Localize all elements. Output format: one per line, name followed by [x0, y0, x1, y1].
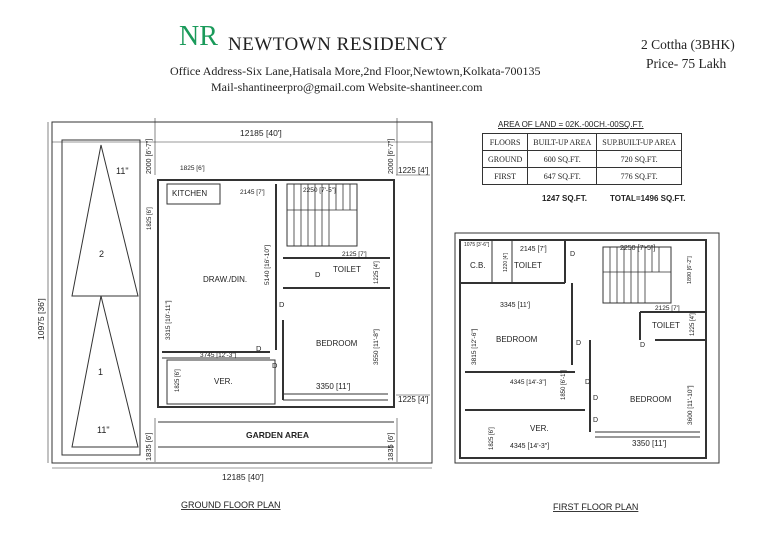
door-marker: D	[279, 300, 285, 309]
total-builtup: 1247 SQ.FT.	[542, 194, 587, 203]
brand-name: NEWTOWN RESIDENCY	[228, 34, 448, 55]
dim-toilet-height: 1225 [4']	[374, 261, 380, 284]
dim-bedroom-height: 3550 [11'-8"]	[373, 329, 380, 365]
dim-draw-width: 2145 [7']	[240, 189, 265, 196]
total-super-builtup: TOTAL=1496 SQ.FT.	[610, 194, 686, 203]
dim-bedroom2-height: 3600 [11'-10"]	[687, 385, 694, 425]
dim-kitchen-width: 1825 [6']	[180, 165, 205, 172]
door-marker: D	[593, 395, 599, 402]
contact-line: Mail-shantineerpro@gmail.com Website-shantineer.com	[211, 80, 483, 94]
dim-verandah-width: 3745 [12'-3"]	[200, 352, 237, 359]
room-bedroom-2: BEDROOM	[630, 395, 672, 404]
table-cell: 776 SQ.FT.	[597, 168, 682, 185]
door-marker: D	[256, 344, 262, 353]
dim-left-height: 10975 [36']	[36, 298, 46, 340]
plot-label: 11"	[116, 166, 129, 176]
dim-stair-width: 2250 [7'-5"]	[303, 187, 336, 194]
door-marker: D	[640, 342, 646, 349]
table-cell: 600 SQ.FT.	[528, 151, 597, 168]
dim-toilet1-width: 2145 [7']	[520, 246, 547, 253]
dim-top-right-setback: 2000 [6'-7"]	[388, 138, 395, 174]
dim-bottom-width: 12185 [40']	[222, 472, 264, 482]
room-kitchen: KITCHEN	[172, 189, 208, 198]
first-floor-title: FIRST FLOOR PLAN	[553, 502, 639, 512]
dim-bedroom1-height: 3815 [12'-6"]	[471, 328, 478, 365]
dim-bottom-setback-right: 1835 [6']	[386, 432, 395, 461]
table-cell: 720 SQ.FT.	[597, 151, 682, 168]
door-marker: D	[570, 251, 576, 258]
office-address: Office Address-Six Lane,Hatisala More,2nd Floor,Newtown,Kolkata-700135	[170, 64, 541, 78]
configuration: 2 Cottha (3BHK)	[641, 37, 735, 52]
door-marker: D	[272, 361, 278, 370]
room-toilet-2: TOILET	[652, 321, 680, 330]
dim-bedroom-width: 3350 [11']	[316, 382, 351, 391]
table-cell: 647 SQ.FT.	[528, 168, 597, 185]
dim-top-width: 12185 [40']	[240, 128, 282, 138]
dim-lobby-height: 1850 [6'-1"]	[561, 369, 567, 400]
table-cell: FIRST	[483, 168, 528, 185]
dim-verandah-height: 1825 [6']	[175, 369, 181, 392]
plot-label: 11"	[97, 425, 110, 435]
room-bedroom-1: BEDROOM	[496, 335, 538, 344]
plot-label: 2	[99, 249, 105, 259]
price: Price- 75 Lakh	[646, 56, 727, 71]
dim-draw-left: 3315 [10'-11"]	[165, 300, 172, 340]
door-marker: D	[585, 379, 591, 386]
dim-right-setback: 1225 [4']	[398, 166, 429, 175]
table-header: SUP.BUILT-UP AREA	[597, 134, 682, 151]
dim-bedroom1-width: 3345 [11']	[500, 302, 531, 309]
dim-draw-height: 5140 [16'-10"]	[264, 244, 271, 285]
table-cell: GROUND	[483, 151, 528, 168]
dim-right-setback-low: 1225 [4']	[398, 395, 429, 404]
dim-stair-width: 2250 [7'-5"]	[620, 245, 656, 252]
dim-kitchen-height: 1825 [6']	[147, 207, 153, 230]
dim-bottom-setback-left: 1835 [6']	[144, 432, 153, 461]
dim-bedroom2-width: 3350 [11']	[632, 439, 667, 448]
dim-verandah-height: 1825 [6']	[489, 427, 495, 450]
ground-floor-title: GROUND FLOOR PLAN	[181, 500, 281, 510]
door-marker: D	[593, 417, 599, 424]
room-cb: C.B.	[470, 261, 486, 270]
svg-text:NR: NR	[179, 21, 218, 52]
dim-verandah-width: 4345 [14'-3"]	[510, 443, 550, 450]
dim-cb-height: 1220 [4']	[503, 252, 509, 272]
room-drawing-dining: DRAW./DIN.	[203, 275, 248, 284]
dim-top-left-setback: 2000 [6'-7"]	[146, 138, 153, 174]
dim-toilet2-width: 2125 [7']	[655, 305, 680, 312]
dim-toilet2-height: 1225 [4']	[690, 313, 696, 336]
plot-label: 1	[98, 367, 104, 377]
room-bedroom: BEDROOM	[316, 339, 358, 348]
dim-toilet-width: 2125 [7']	[342, 251, 367, 258]
garden-area: GARDEN AREA	[246, 430, 309, 440]
table-header: BUILT-UP AREA	[528, 134, 597, 151]
room-verandah: VER.	[214, 377, 233, 386]
room-toilet-1: TOILET	[514, 261, 542, 270]
table-header: FLOORS	[483, 134, 528, 151]
room-toilet: TOILET	[333, 265, 361, 274]
dim-lobby-width: 4345 [14'-3"]	[510, 379, 547, 386]
door-marker: D	[576, 340, 582, 347]
dim-cb-width: 1075 [3'-6"]	[464, 242, 490, 248]
land-area-title: AREA OF LAND = 02K.-00CH.-00SQ.FT.	[498, 120, 644, 129]
door-marker: D	[315, 270, 321, 279]
room-verandah: VER.	[530, 424, 549, 433]
dim-stair-height: 1890 [6'-2"]	[687, 256, 693, 284]
